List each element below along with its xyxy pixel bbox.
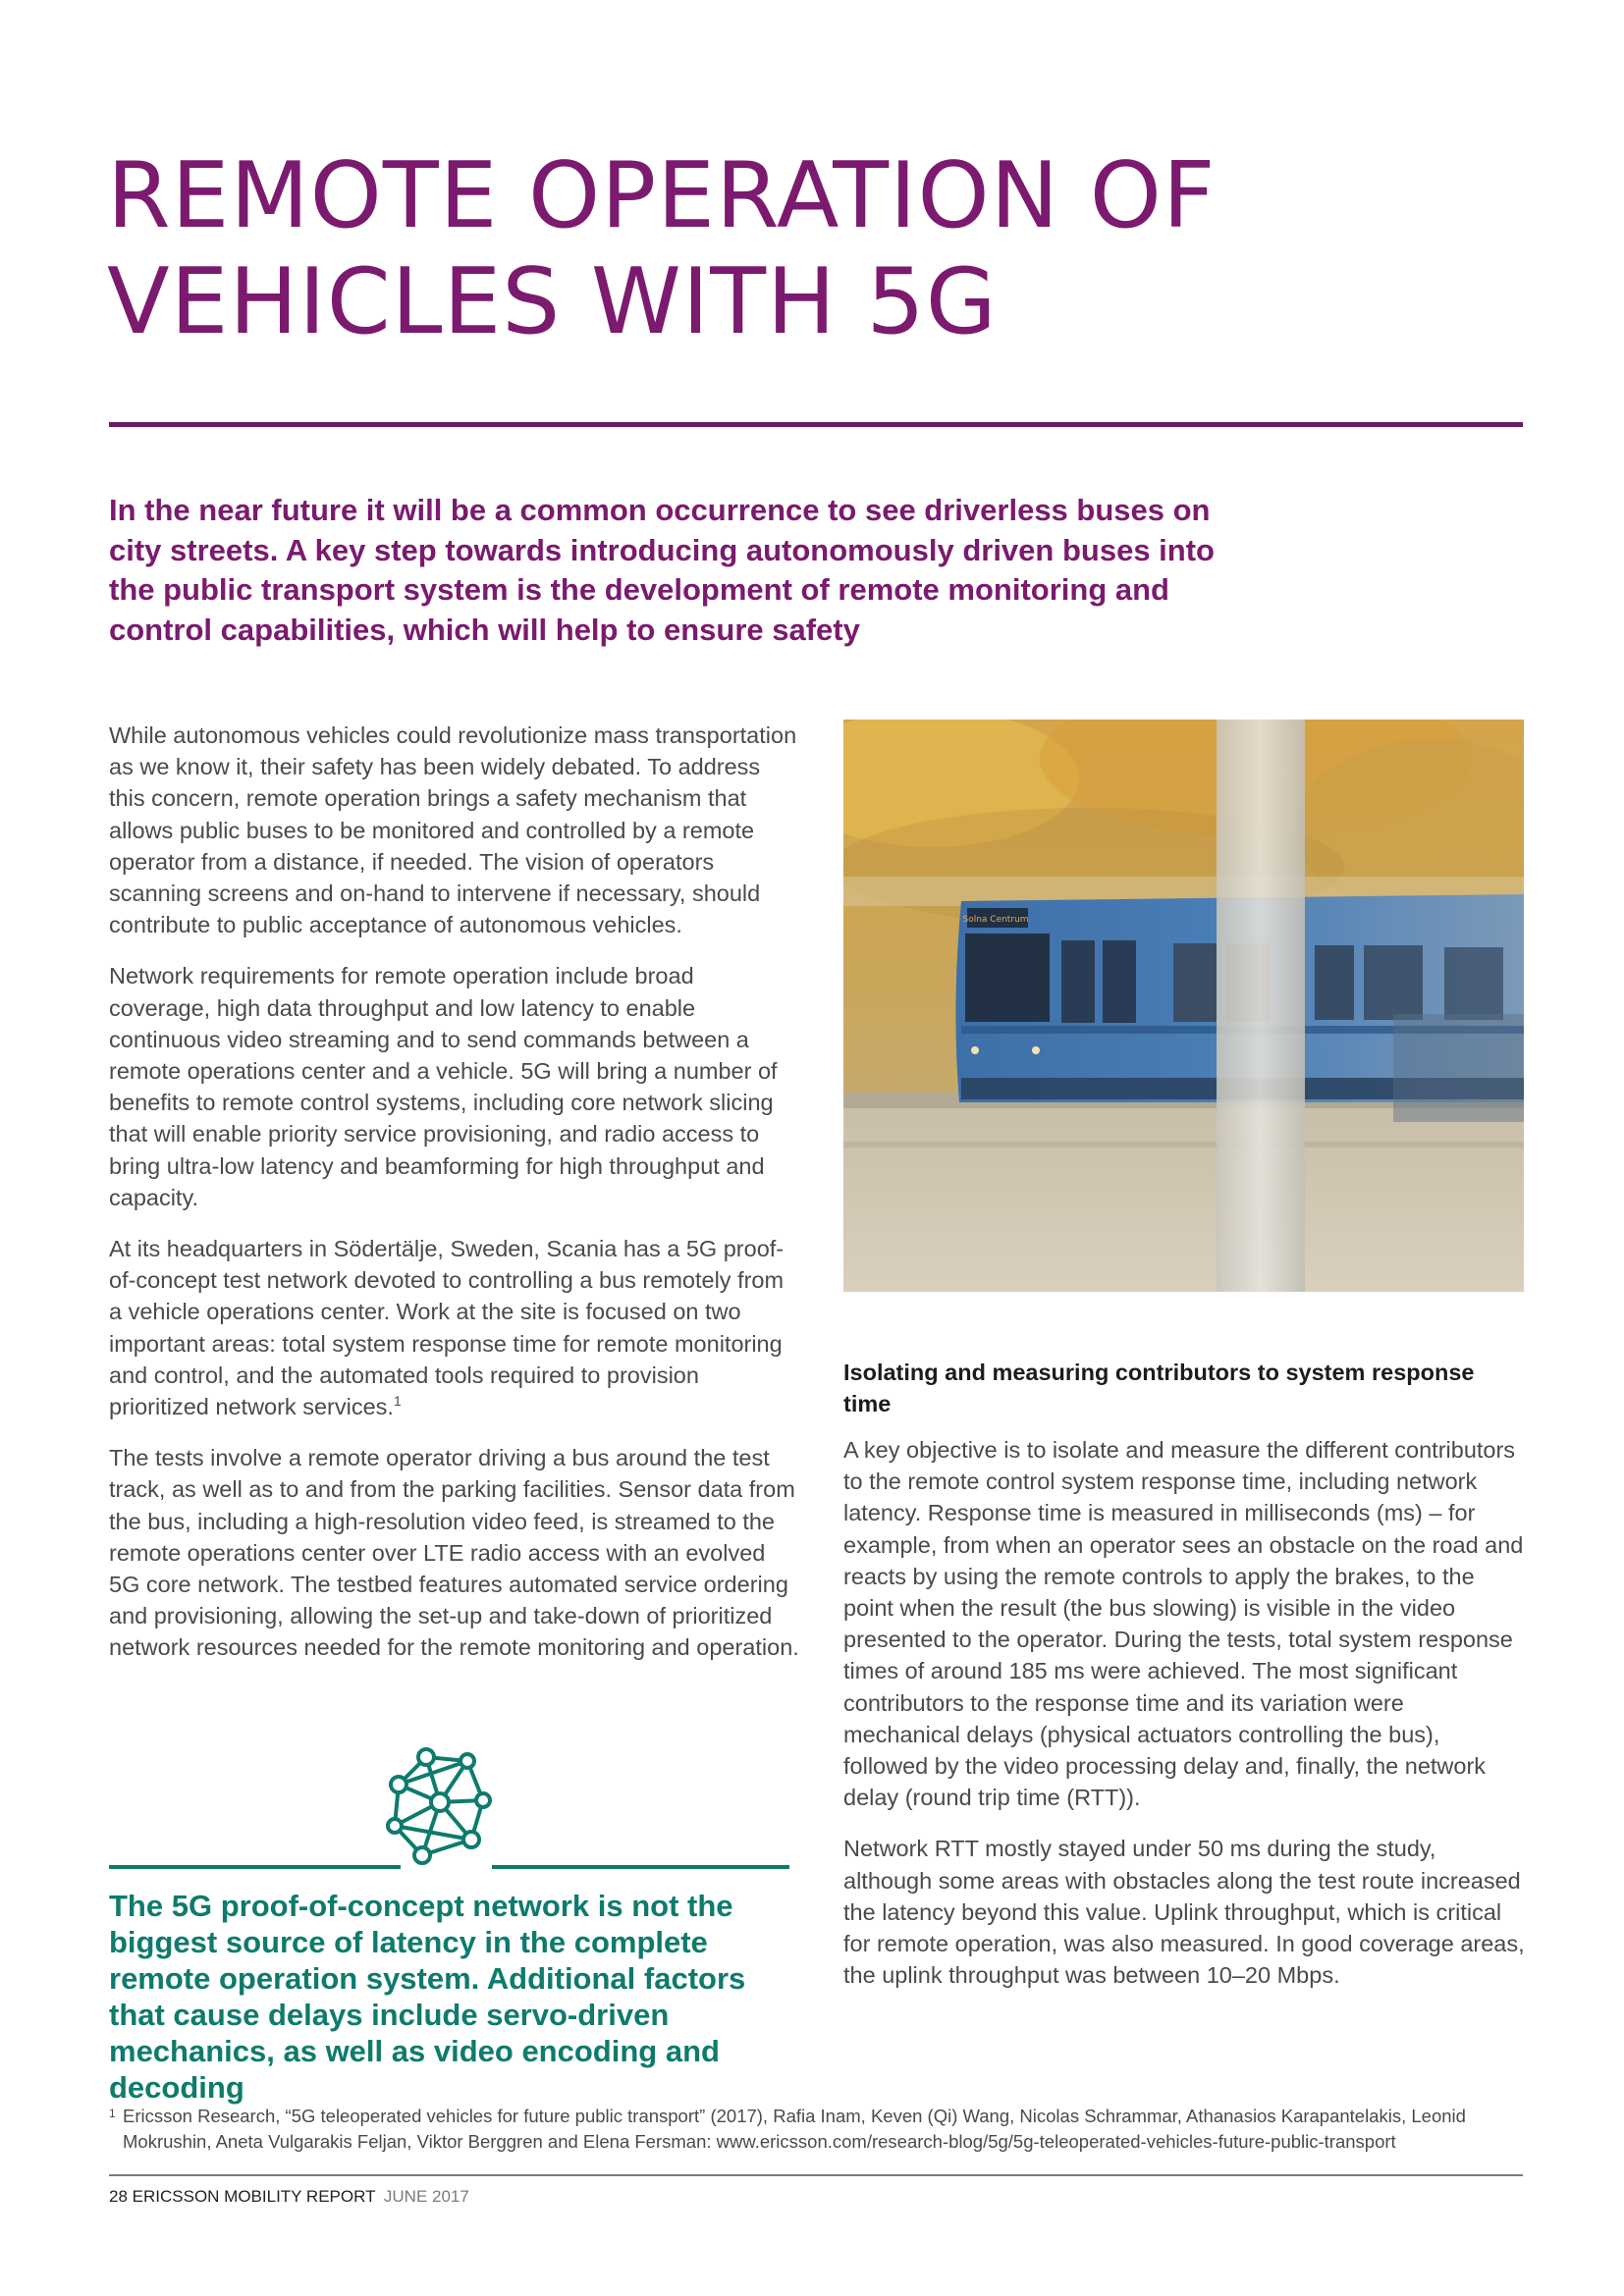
- network-nodes-icon: [385, 1745, 495, 1867]
- page-footer: [109, 2186, 469, 2208]
- right-paragraph-2: Network RTT mostly stayed under 50 ms during the study, although some areas with obstacles along the test route increased the latency beyond this value. Uplink throughput, which is critical for remote operation, was also measured. In good coverage areas, the uplink throughput was between 10–20 Mbps.: [843, 1836, 1525, 1989]
- footnote-text: Ericsson Research, “5G teleoperated vehicles for future public transport” (2017), Rafia Inam, Keven (Qi) Wang, Nicolas Schrammar, Athanasios Karapantelakis, Leonid Mokrushin, Aneta Vulgarakis Feljan, Viktor Berggren and Elena Fersman: www.ericsson.com/research-blog/5g/5g-teleoperated-vehicles-future-public-transport: [123, 2106, 1466, 2152]
- footer-divider: [109, 2174, 1523, 2176]
- pull-quote: The 5G proof-of-concept network is not the biggest source of latency in the complete remote operation system. Additional factors that cause delays include servo-driven mechanics, as well as video encoding and decoding: [109, 1889, 746, 2105]
- body-paragraph-2: Network requirements for remote operation include broad coverage, high data throughput and low latency to enable continuous video streaming and to send commands between a remote operations center and a vehicle. 5G will bring a number of benefits to remote control systems, including core network slicing that will enable priority service provisioning, and radio access to bring ultra-low latency and beamforming for high throughput and capacity.: [109, 963, 778, 1210]
- left-column: [109, 720, 801, 1683]
- tram-photo: [843, 720, 1524, 1292]
- right-column: [843, 1357, 1526, 2010]
- quote-divider-left: [109, 1865, 401, 1869]
- page-number: 28: [109, 2187, 128, 2206]
- body-paragraph-4: The tests involve a remote operator driving a bus around the test track, as well as to and from the parking facilities. Sensor data from the bus, including a high-resolution video feed, is streamed to the remote operations center over LTE radio access with an evolved 5G core network. The testbed features automated service ordering and provisioning, allowing the set-up and take-down of prioritized network resources needed for the remote monitoring and operation.: [109, 1445, 799, 1661]
- quote-divider-right: [492, 1865, 789, 1869]
- page-title: [107, 142, 1531, 354]
- body-paragraph-3: [109, 1233, 801, 1422]
- report-date: JUNE 2017: [383, 2187, 469, 2206]
- title-line-2: VEHICLES WITH 5G: [107, 248, 998, 354]
- title-line-1: REMOTE OPERATION OF: [107, 142, 1217, 248]
- intro-paragraph: In the near future it will be a common occurrence to see driverless buses on city streets. A key step towards introducing autonomously driven buses into the public transport system is the development of remote monitoring and control capabilities, which will help to ensure safety: [109, 493, 1215, 647]
- body-paragraph-3-text: At its headquarters in Södertälje, Sweden, Scania has a 5G proof-of-concept test network devoted to controlling a bus remotely from a vehicle operations center. Work at the site is focused on two important areas: total system response time for remote monitoring and control, and the automated tools required to provision prioritized network services.: [109, 1236, 785, 1420]
- right-paragraph-1: A key objective is to isolate and measure the different contributors to the remote control system response time, including network latency. Response time is measured in milliseconds (ms) – for example, from when an operator sees an obstacle on the road and reacts by using the remote controls to apply the brakes, to the point when the result (the bus slowing) is visible in the video presented to the operator. During the tests, total system response times of around 185 ms were achieved. The most significant contributors to the response time and its variation were mechanical delays (physical actuators controlling the bus), followed by the video processing delay and, finally, the network delay (round trip time (RTT)).: [843, 1437, 1524, 1811]
- section-subheading: Isolating and measuring contributors to system response time: [843, 1360, 1475, 1416]
- body-paragraph-1: While autonomous vehicles could revolutionize mass transportation as we know it, their safety has been widely debated. To address this concern, remote operation brings a safety mechanism that allows public buses to be monitored and controlled by a remote operator from a distance, if needed. The vision of operators scanning screens and on-hand to intervene if necessary, should contribute to public acceptance of autonomous vehicles.: [109, 722, 797, 938]
- tram-destination-sign: Solna Centrum: [962, 915, 1029, 925]
- footnote-reference[interactable]: 1: [393, 1393, 402, 1410]
- footnote: [109, 2104, 1533, 2155]
- title-divider: [109, 422, 1523, 427]
- report-name: ERICSSON MOBILITY REPORT: [132, 2187, 376, 2206]
- footnote-mark: 1: [109, 2107, 116, 2120]
